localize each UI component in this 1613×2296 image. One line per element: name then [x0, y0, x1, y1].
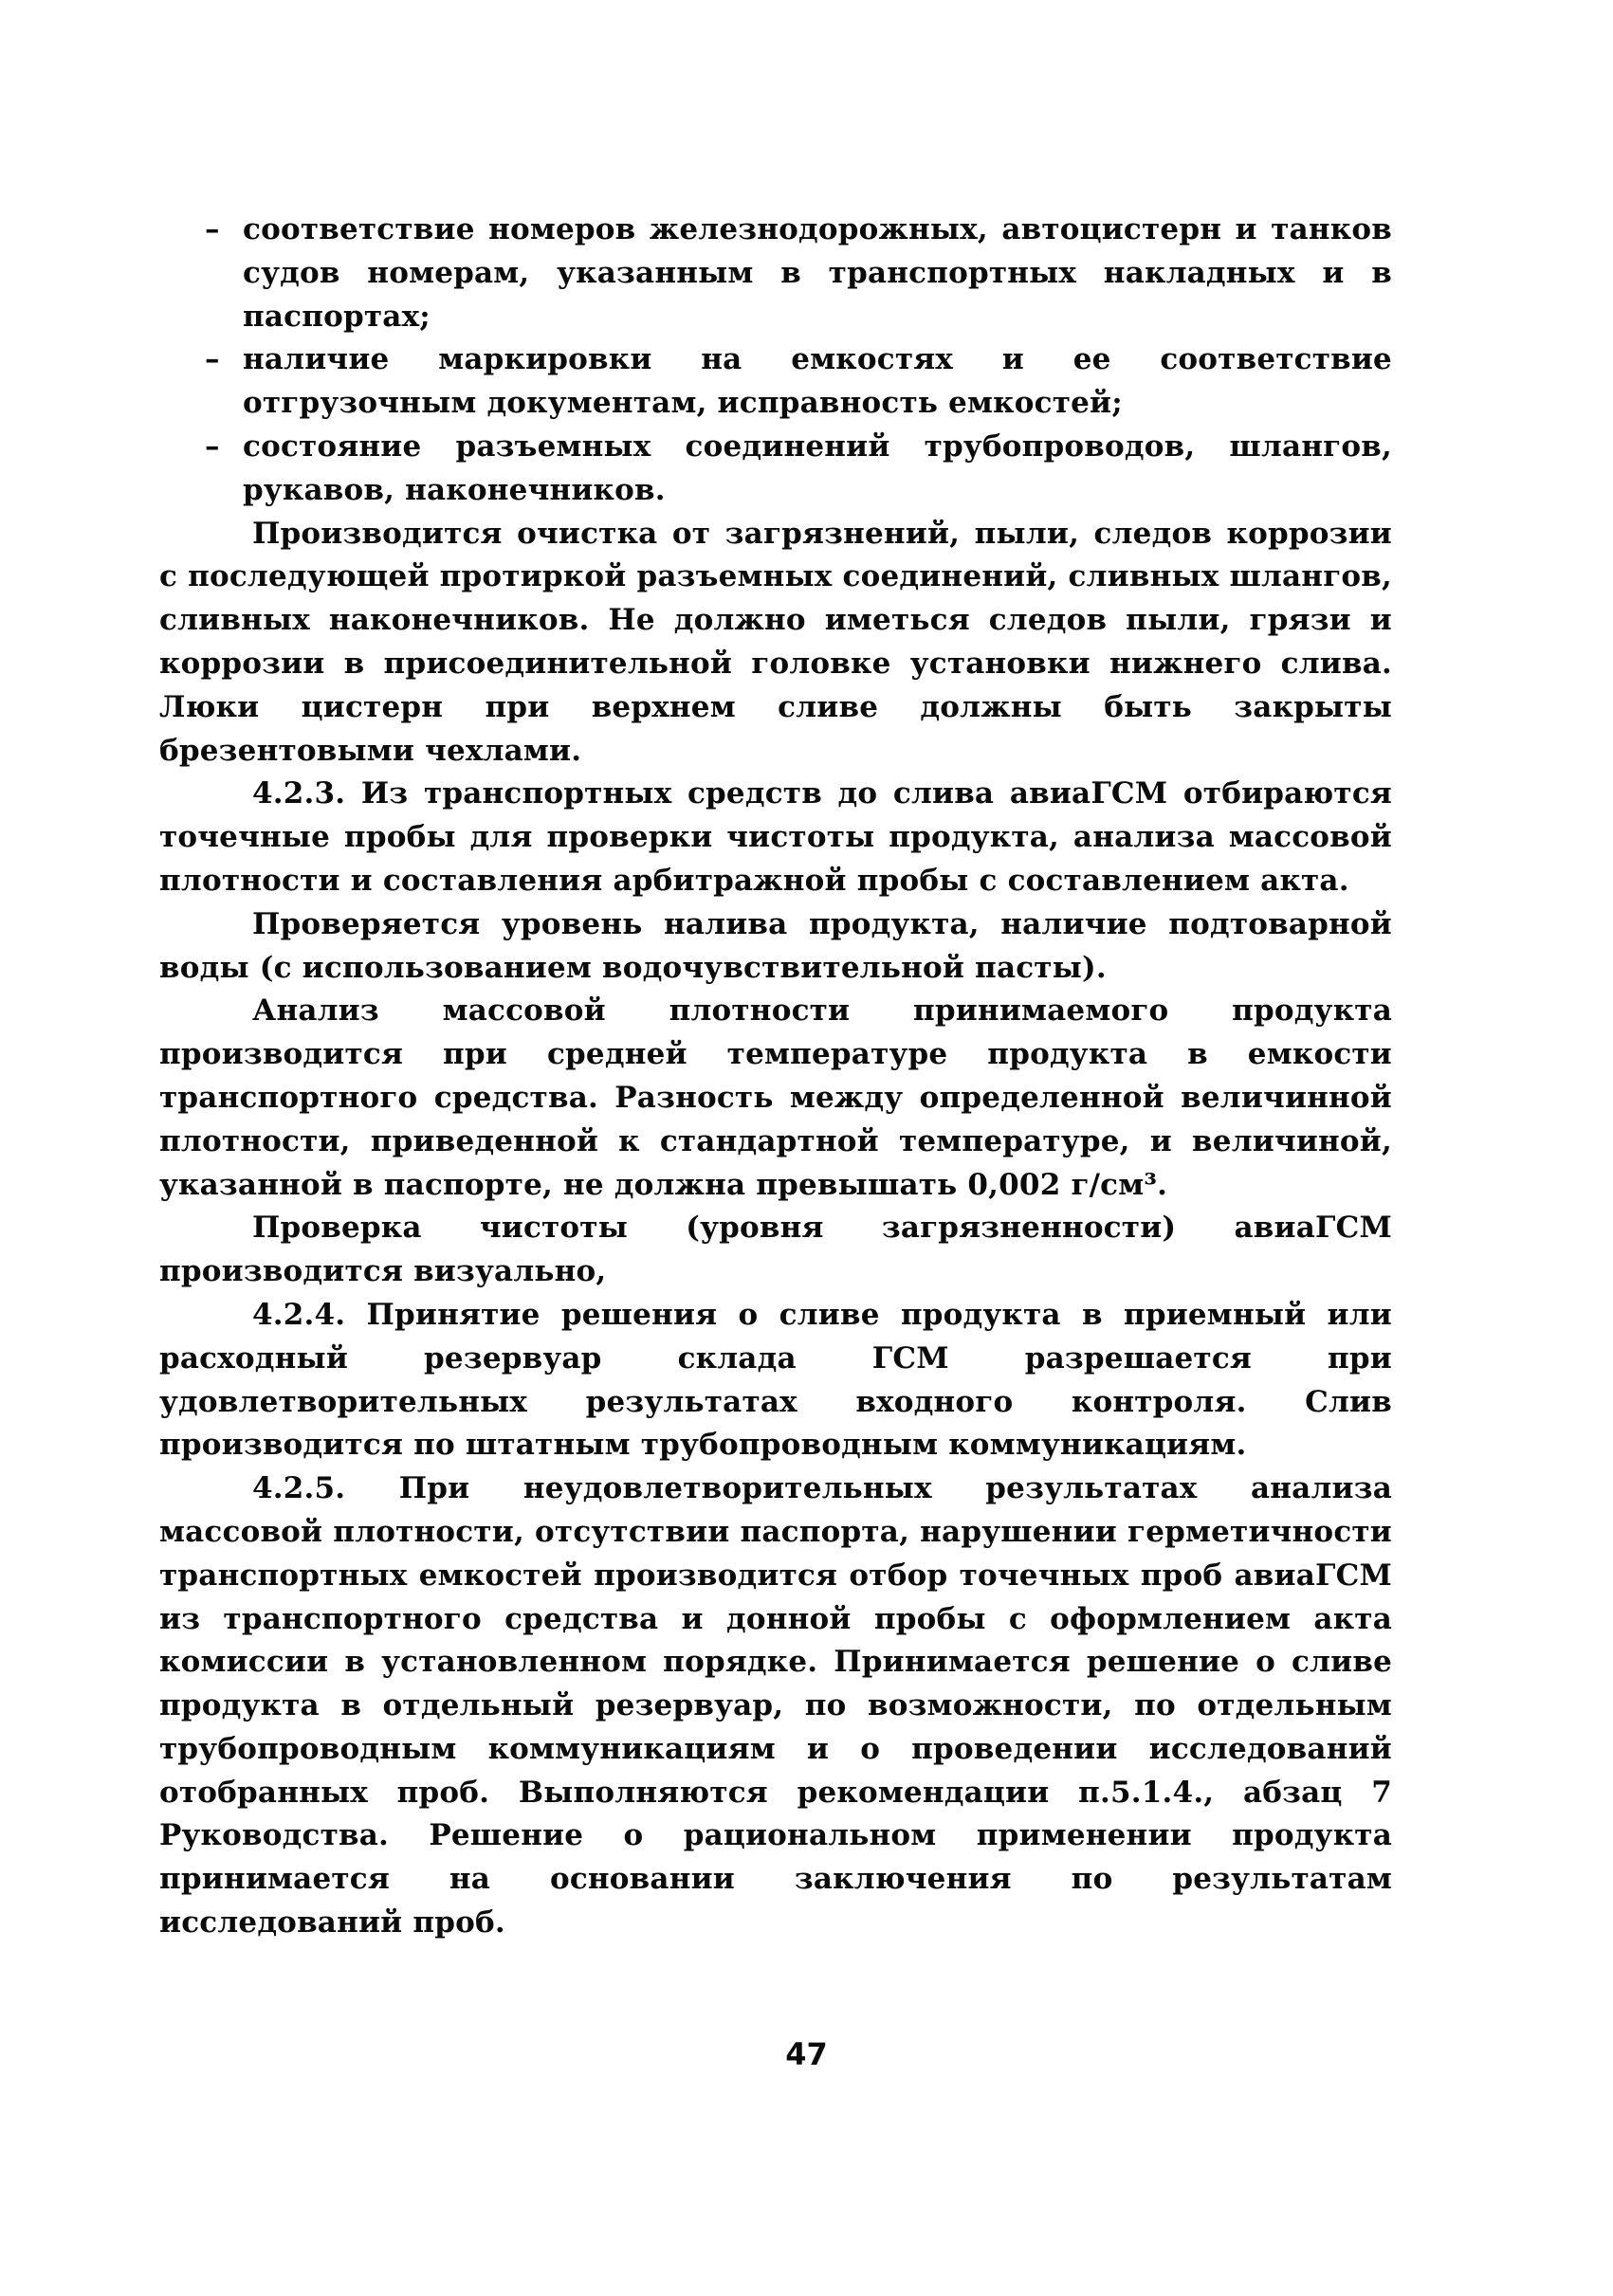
list-item: [159, 338, 1392, 426]
list-item: [159, 209, 1392, 338]
paragraph-density-analysis: Анализ массовой плотности принимаемого продукта производится при средней температуре продукта в емкости транспортного средства. Разность между определенной величинной плотности, приведенной к стандартной температуре, и величиной, указанной в паспорте, не должна превышать 0,002 г/см³.: [159, 993, 1392, 1202]
dash-marker: –: [205, 212, 220, 246]
list-item-text: состояние разъемных соединений трубопроводов, шлангов, рукавов, наконечников.: [243, 428, 1392, 507]
paragraph-4-2-3: 4.2.3. Из транспортных средств до слива авиаГСМ отбираются точечные пробы для проверки чистоты продукта, анализа массовой плотности и составления арбитражной пробы с составлением акта.: [159, 776, 1392, 898]
paragraph-4-2-4: 4.2.4. Принятие решения о сливе продукта в приемный или расходный резервуар склада ГСМ разрешается при удовлетворительных результатах входного контроля. Слив производится по штатным трубопроводным коммуникациям.: [159, 1297, 1392, 1463]
dash-marker: –: [205, 428, 220, 464]
page-number: 47: [785, 2036, 828, 2072]
paragraph-fill-level: Проверяется уровень налива продукта, наличие подтоварной воды (с использованием водочувствительной пасты).: [159, 906, 1392, 985]
paragraph-cleaning: Производится очистка от загрязнений, пыли, следов коррозии с последующей протиркой разъемных соединений, сливных шлангов, сливных наконечников. Не должно иметься следов пыли, грязи и коррозии в присоединительной головке установки нижнего слива. Люки цистерн при верхнем сливе должны быть закрыты брезентовыми чехлами.: [159, 516, 1392, 768]
page-body: [159, 209, 1392, 1945]
list-item-text: наличие маркировки на емкостях и ее соответствие отгрузочным документам, исправность емкостей;: [243, 342, 1392, 421]
paragraph-4-2-5: 4.2.5. При неудовлетворительных результатах анализа массовой плотности, отсутствии паспорта, нарушении герметичности транспортных емкостей производится отбор точечных проб авиаГСМ из транспортного средства и донной пробы с оформлением акта комиссии в установленном порядке. Принимается решение о сливе продукта в отдельный резервуар, по возможности, по отдельным трубопроводным коммуникациям и о проведении исследований отобранных проб. Выполняются рекомендации п.5.1.4., абзац 7 Руководства. Решение о рациональном применении продукта принимается на основании заключения по результатам исследований проб.: [159, 1471, 1392, 1941]
list-item: [159, 426, 1392, 513]
paragraph-purity-check: Проверка чистоты (уровня загрязненности) авиаГСМ производится визуально,: [159, 1211, 1392, 1289]
list-item-text: соответствие номеров железнодорожных, автоцистерн и танков судов номерам, указанным в транспортных накладных и в паспортах;: [243, 212, 1392, 334]
dash-marker: –: [205, 342, 220, 377]
